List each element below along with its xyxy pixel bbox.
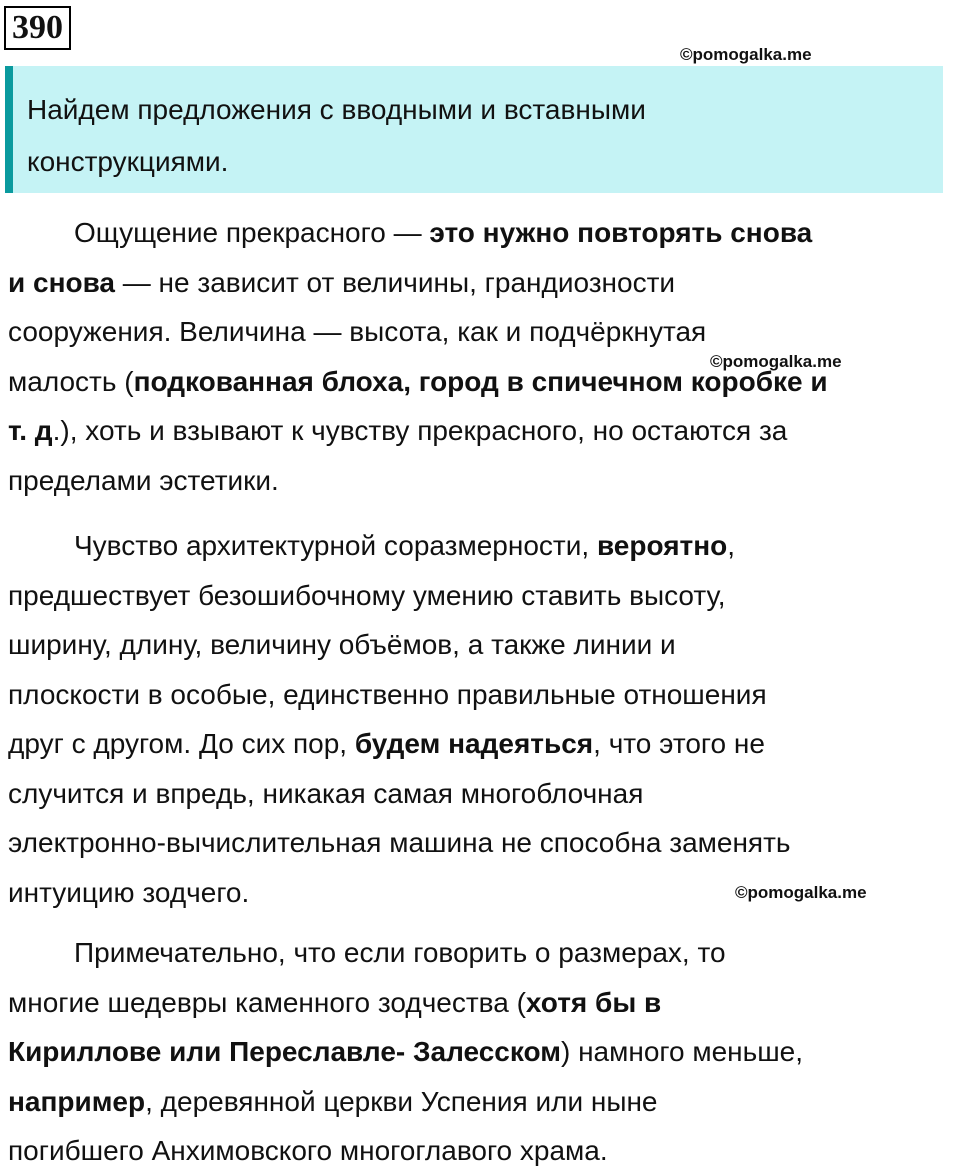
text-segment: Ощущение прекрасного — [74,217,430,248]
text-line [8,818,958,868]
highlighted-construction: и снова [8,266,115,298]
text-line [8,456,958,506]
paragraph-1 [8,208,958,505]
text-line [8,769,958,819]
highlighted-construction: Кириллове или Переславле- Залесском [8,1036,561,1067]
text-line [8,1126,958,1176]
text-line [8,868,958,918]
text-segment: многие шедевры каменного зодчества ( [8,986,526,1018]
text-segment: друг с другом. До сих пор, [8,728,355,759]
task-line: конструкциями. [27,146,229,177]
text-line [8,571,958,621]
highlighted-construction: подкованная блоха, город в спичечном коробке и [133,365,828,397]
text-segment: Примечательно, что если говорить о размерах, то [74,937,726,968]
text-segment: пределами эстетики. [8,464,279,496]
task-box [5,66,943,193]
text-line [8,978,958,1028]
text-segment: Чувство архитектурной соразмерности, [74,530,597,561]
task-line: Найдем предложения с вводными и вставными [27,94,646,125]
text-segment: ширину, длину, величину объёмов, а также линии и [8,629,676,660]
text-segment: случится и впредь, никакая самая многоблочная [8,777,644,809]
paragraph-2 [8,521,958,917]
text-line [8,406,958,456]
highlighted-construction: хотя бы в [525,986,662,1018]
text-segment: интуицию зодчего. [8,876,250,908]
text-line [8,928,958,978]
text-segment: плоскости в особые, единственно правильные отношения [8,678,767,710]
text-segment: , деревянной церкви Успения или ныне [145,1085,658,1117]
highlighted-construction: будем надеяться [354,728,594,759]
text-segment: .), хоть и взывают к чувству прекрасного, но остаются за [52,415,788,446]
text-segment: погибшего Анхимовского многоглавого храма. [8,1135,608,1166]
text-line [8,1027,958,1077]
text-segment: — не зависит от величины, грандиозности [115,266,676,298]
watermark: ©pomogalka.me [680,45,812,64]
highlighted-construction: вероятно [596,530,728,561]
paragraph-3 [8,928,958,1176]
watermark: ©pomogalka.me [735,883,867,902]
exercise-number: 390 [4,6,71,50]
text-line [8,670,958,720]
text-line [8,620,958,670]
text-line [8,258,958,308]
text-line [8,208,958,258]
text-segment: , [727,530,736,561]
text-line [8,357,958,407]
text-segment: предшествует безошибочному умению ставить высоту, [8,579,726,611]
text-line [8,307,958,357]
highlighted-construction: т. д [8,415,53,446]
watermark: ©pomogalka.me [710,352,842,371]
text-segment: сооружения. Величина — высота, как и подчёркнутая [8,316,707,347]
text-segment: электронно-вычислительная машина не способна заменять [8,827,791,858]
text-segment: малость ( [8,365,134,397]
text-segment: , что этого не [593,728,765,759]
text-line [8,1077,958,1127]
highlighted-construction: это нужно повторять снова [429,217,813,248]
text-line [8,521,958,571]
text-line [8,719,958,769]
text-segment: ) намного меньше, [560,1036,804,1067]
highlighted-construction: например [8,1085,146,1117]
